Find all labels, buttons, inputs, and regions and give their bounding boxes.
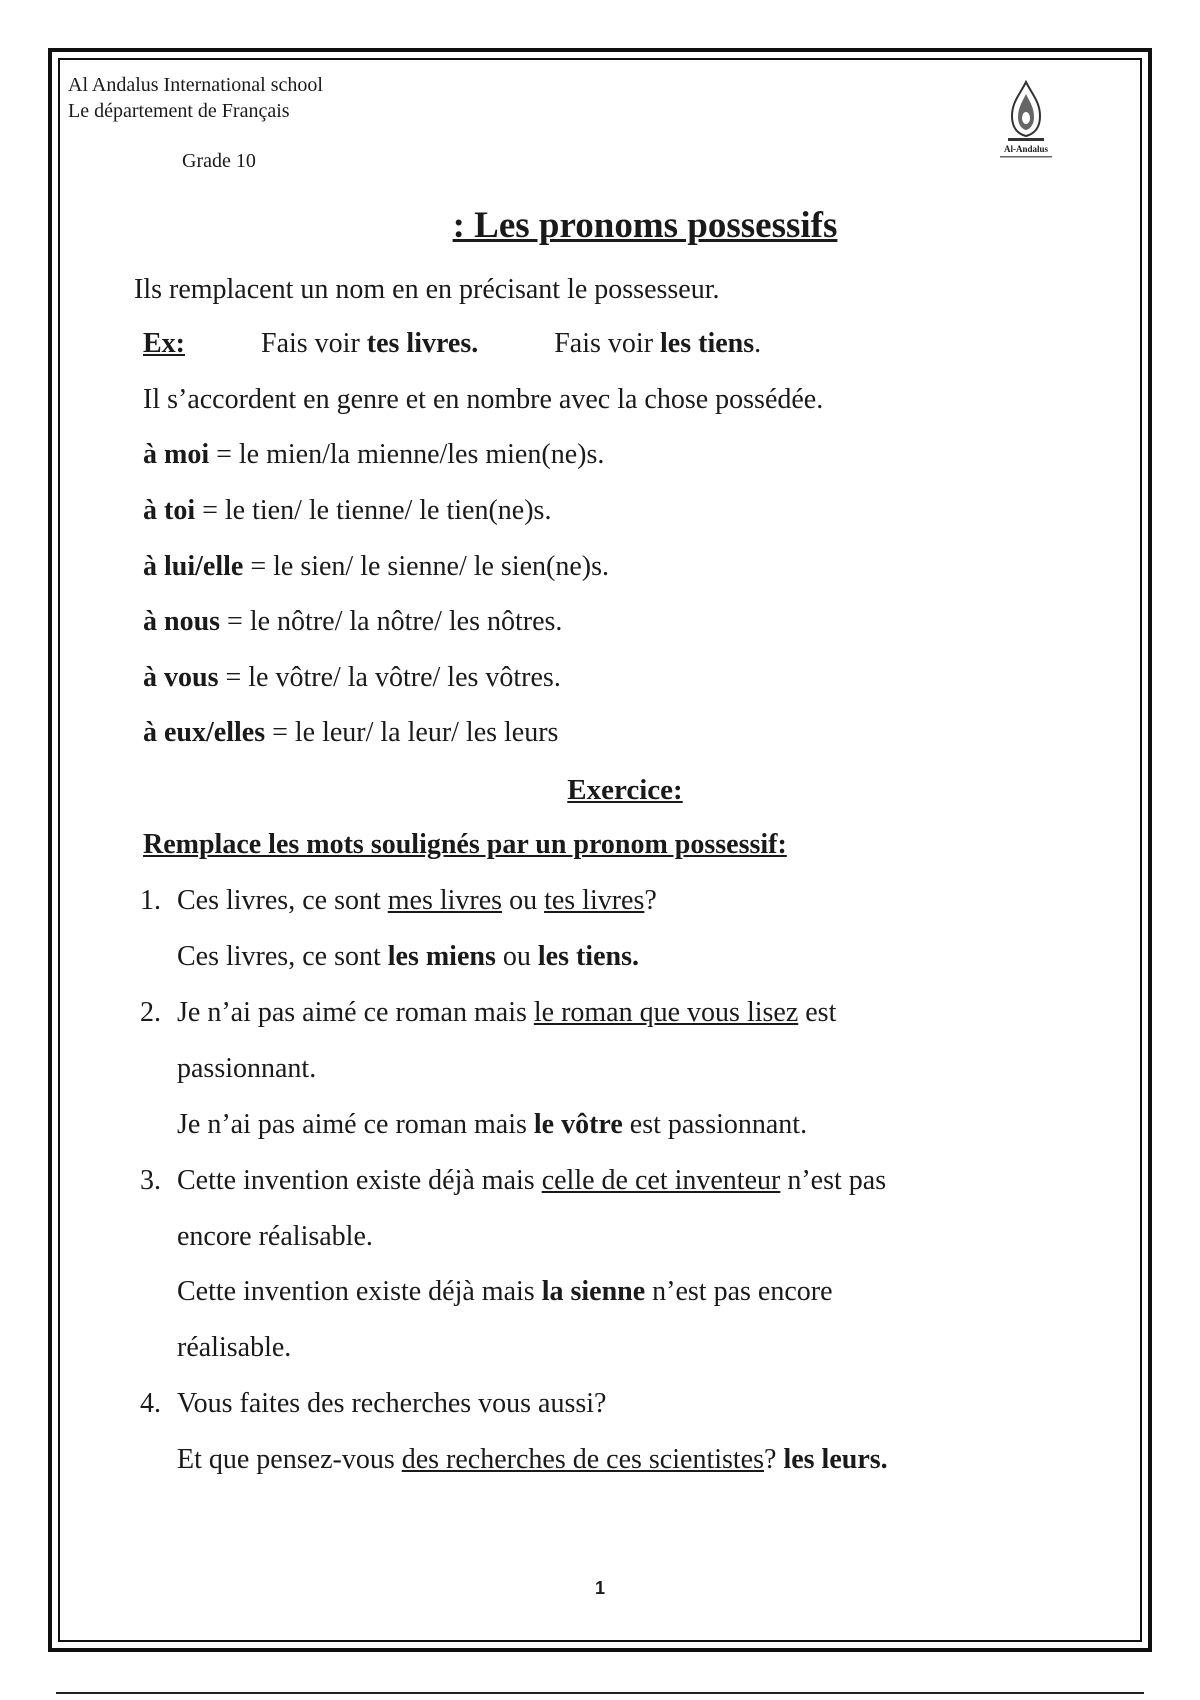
example-label: Ex:	[143, 328, 185, 359]
pronoun-row-nous: à nous = le nôtre/ la nôtre/ les nôtres.	[143, 606, 563, 637]
example-sentence-2: Fais voir les tiens.	[554, 328, 762, 359]
item-2-question-cont: passionnant.	[177, 1053, 317, 1084]
pronoun-row-eux-elles: à eux/elles = le leur/ la leur/ les leurs	[143, 717, 559, 748]
item-number: 2.	[140, 997, 161, 1028]
intro-text: Ils remplacent un nom en en précisant le possesseur.	[134, 274, 720, 305]
item-number: 1.	[140, 885, 161, 916]
exercise-instruction: Remplace les mots soulignés par un pronom possessif:	[143, 829, 787, 860]
pronoun-row-toi: à toi = le tien/ le tienne/ le tien(ne)s.	[143, 495, 552, 526]
school-header	[68, 72, 323, 124]
item-4-question: Vous faites des recherches vous aussi?	[177, 1388, 607, 1419]
item-3-answer-cont: réalisable.	[177, 1332, 292, 1363]
grade-label: Grade 10	[182, 150, 256, 172]
example-sentence-1: Fais voir tes livres.	[261, 328, 479, 359]
pronoun-row-moi: à moi = le mien/la mienne/les mien(ne)s.	[143, 439, 605, 470]
item-1-answer: Ces livres, ce sont les miens ou les tiens.	[177, 941, 639, 972]
pronoun-row-vous: à vous = le vôtre/ la vôtre/ les vôtres.	[143, 662, 561, 693]
item-2-question: Je n’ai pas aimé ce roman mais le roman que vous lisez est	[177, 997, 837, 1028]
item-3-question: Cette invention existe déjà mais celle de cet inventeur n’est pas	[177, 1165, 887, 1196]
logo-text: Al-Andalus	[1003, 144, 1049, 154]
exercise-title: Exercice:	[567, 774, 683, 806]
school-name: Al Andalus International school	[68, 74, 323, 96]
school-logo-icon	[990, 76, 1062, 166]
pronoun-row-lui-elle: à lui/elle = le sien/ le sienne/ le sien(ne)s.	[143, 551, 610, 582]
bottom-rule	[56, 1692, 1144, 1694]
item-1-question: Ces livres, ce sont mes livres ou tes livres?	[177, 885, 657, 916]
page-title: : Les pronoms possessifs	[452, 205, 838, 246]
department-name: Le département de Français	[68, 100, 290, 122]
item-number: 4.	[140, 1388, 161, 1419]
example-row	[143, 328, 761, 360]
item-3-answer: Cette invention existe déjà mais la sienne n’est pas encore	[177, 1276, 833, 1307]
item-2-answer: Je n’ai pas aimé ce roman mais le vôtre est passionnant.	[177, 1109, 808, 1140]
agreement-text: Il s’accordent en genre et en nombre avec la chose possédée.	[143, 384, 824, 415]
item-3-question-cont: encore réalisable.	[177, 1221, 373, 1252]
item-number: 3.	[140, 1165, 161, 1196]
item-4-answer: Et que pensez-vous des recherches de ces scientistes? les leurs.	[177, 1444, 888, 1475]
page-number: 1	[594, 1578, 605, 1598]
